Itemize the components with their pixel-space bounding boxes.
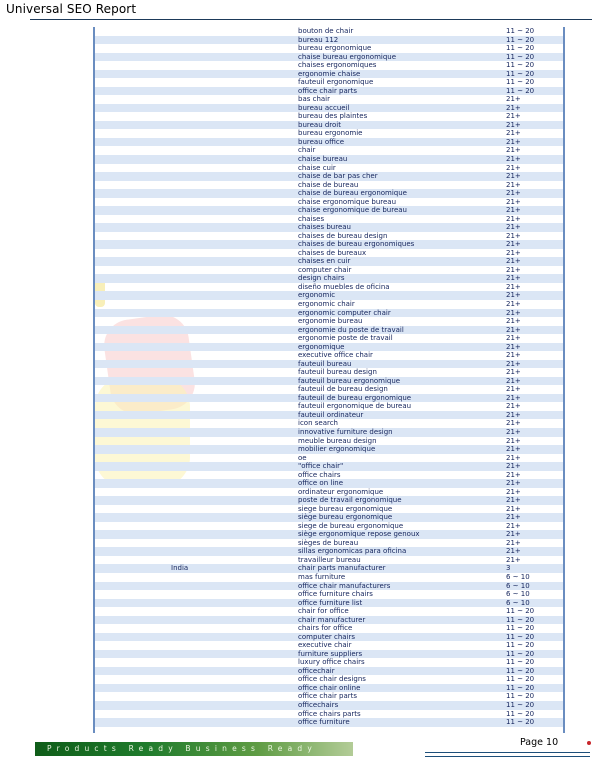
rank-cell: 21+ xyxy=(506,240,521,249)
table-row xyxy=(95,206,563,215)
rank-cell: 21+ xyxy=(506,274,521,283)
rank-cell: 21+ xyxy=(506,521,521,530)
rank-cell: 11 ~ 20 xyxy=(506,624,535,633)
table-row xyxy=(95,334,563,343)
rank-cell: 21+ xyxy=(506,137,521,146)
keyword-cell: executive chair xyxy=(298,641,352,650)
keyword-cell: office chairs xyxy=(298,470,341,479)
keyword-cell: ergonomic chair xyxy=(298,300,355,308)
keyword-cell: furniture suppliers xyxy=(298,649,363,658)
keyword-cell: luxury office chairs xyxy=(298,658,365,667)
keyword-cell: chaise de bureau ergonomique xyxy=(298,189,407,198)
rank-cell: 21+ xyxy=(506,351,521,360)
table-row xyxy=(95,411,563,420)
rank-cell: 21+ xyxy=(506,265,521,274)
table-row xyxy=(95,215,563,224)
table-row xyxy=(95,44,563,53)
table-row xyxy=(95,539,563,548)
keyword-ranking-table xyxy=(93,27,565,733)
keyword-cell: office chair manufacturers xyxy=(298,581,391,590)
table-row xyxy=(95,155,563,164)
rank-cell: 21+ xyxy=(506,436,521,445)
keyword-cell: chaise bureau xyxy=(298,154,348,163)
rank-cell: 21+ xyxy=(506,359,521,368)
report-title: Universal SEO Report xyxy=(6,2,137,16)
keyword-cell: mobilier ergonomique xyxy=(298,445,376,454)
table-row xyxy=(95,547,563,556)
keyword-cell: chaise bureau ergonomique xyxy=(298,52,397,61)
keyword-cell: office chairs parts xyxy=(298,709,361,718)
table-row xyxy=(95,701,563,710)
table-row xyxy=(95,437,563,446)
rank-cell: 11 ~ 20 xyxy=(506,683,535,692)
rank-cell: 21+ xyxy=(506,547,521,556)
rank-cell: 11 ~ 20 xyxy=(506,607,535,616)
table-row xyxy=(95,419,563,428)
keyword-cell: siège bureau ergonomique xyxy=(298,513,393,522)
rank-cell: 21+ xyxy=(506,112,521,121)
table-row xyxy=(95,138,563,147)
table-row xyxy=(95,300,563,309)
table-row xyxy=(95,710,563,719)
table-row xyxy=(95,36,563,45)
bullet-icon xyxy=(587,741,591,745)
keyword-cell: bouton de chair xyxy=(298,27,354,35)
table-row xyxy=(95,590,563,599)
keyword-cell: chaises bureau xyxy=(298,223,351,232)
rank-cell: 21+ xyxy=(506,410,521,419)
keyword-cell: fauteuil bureau xyxy=(298,359,352,368)
keyword-cell: poste de travail ergonomique xyxy=(298,496,402,505)
table-row xyxy=(95,317,563,326)
keyword-cell: meuble bureau design xyxy=(298,436,377,445)
keyword-cell: office chair parts xyxy=(298,86,358,95)
keyword-cell: siege de bureau ergonomique xyxy=(298,521,404,530)
header-divider xyxy=(30,19,592,20)
table-row xyxy=(95,360,563,369)
keyword-cell: chairs for office xyxy=(298,624,353,633)
table-body xyxy=(95,27,563,727)
keyword-cell: office chair online xyxy=(298,683,361,692)
rank-cell: 21+ xyxy=(506,120,521,129)
rank-cell: 21+ xyxy=(506,487,521,496)
rank-cell: 11 ~ 20 xyxy=(506,35,535,44)
rank-cell: 21+ xyxy=(506,317,521,326)
rank-cell: 11 ~ 20 xyxy=(506,632,535,641)
keyword-cell: fauteuil ergonomique de bureau xyxy=(298,402,412,411)
rank-cell: 21+ xyxy=(506,103,521,112)
keyword-cell: ergonomic xyxy=(298,291,336,300)
keyword-cell: diseño muebles de oficina xyxy=(298,282,390,291)
table-row xyxy=(95,198,563,207)
table-row xyxy=(95,257,563,266)
table-row xyxy=(95,633,563,642)
rank-cell: 6 ~ 10 xyxy=(506,581,530,590)
rank-cell: 21+ xyxy=(506,291,521,300)
rank-cell: 21+ xyxy=(506,308,521,317)
rank-cell: 21+ xyxy=(506,197,521,206)
keyword-cell: bureau ergonomique xyxy=(298,44,372,53)
footer-tagline: Products Ready Business Ready xyxy=(47,744,317,753)
keyword-cell: bureau des plaintes xyxy=(298,112,368,121)
rank-cell: 21+ xyxy=(506,325,521,334)
rank-cell: 11 ~ 20 xyxy=(506,86,535,95)
table-row xyxy=(95,53,563,62)
table-row xyxy=(95,377,563,386)
table-row xyxy=(95,445,563,454)
table-row xyxy=(95,607,563,616)
rank-cell: 21+ xyxy=(506,180,521,189)
keyword-cell: chaises de bureaux xyxy=(298,248,367,257)
rank-cell: 11 ~ 20 xyxy=(506,52,535,61)
rank-cell: 21+ xyxy=(506,214,521,223)
rank-cell: 21+ xyxy=(506,393,521,402)
keyword-cell: office on line xyxy=(298,479,344,488)
rank-cell: 21+ xyxy=(506,231,521,240)
keyword-cell: fauteuil de bureau design xyxy=(298,385,388,394)
rank-cell: 21+ xyxy=(506,445,521,454)
table-row xyxy=(95,27,563,36)
keyword-cell: bureau office xyxy=(298,137,345,146)
keyword-cell: mas furniture xyxy=(298,573,346,581)
keyword-cell: ordinateur ergonomique xyxy=(298,487,384,496)
keyword-cell: officechairs xyxy=(298,700,339,709)
rank-cell: 21+ xyxy=(506,419,521,428)
table-row xyxy=(95,530,563,539)
table-row xyxy=(95,496,563,505)
keyword-cell: officechair xyxy=(298,666,335,675)
keyword-cell: ergonomie du poste de travail xyxy=(298,325,404,334)
table-row xyxy=(95,368,563,377)
table-row xyxy=(95,658,563,667)
keyword-cell: ergonomie poste de travail xyxy=(298,334,393,343)
keyword-cell: oe xyxy=(298,453,307,462)
table-row xyxy=(95,70,563,79)
keyword-cell: computer chairs xyxy=(298,632,356,641)
keyword-cell: design chairs xyxy=(298,274,345,283)
table-row xyxy=(95,573,563,582)
table-row xyxy=(95,718,563,727)
table-row xyxy=(95,146,563,155)
keyword-cell: fauteuil bureau ergonomique xyxy=(298,376,401,385)
keyword-cell: chair xyxy=(298,146,316,155)
table-row xyxy=(95,650,563,659)
keyword-cell: chaise cuir xyxy=(298,163,336,172)
rank-cell: 11 ~ 20 xyxy=(506,666,535,675)
rank-cell: 21+ xyxy=(506,95,521,104)
table-row xyxy=(95,582,563,591)
keyword-cell: siège ergonomique repose genoux xyxy=(298,530,420,539)
rank-cell: 11 ~ 20 xyxy=(506,61,535,70)
rank-cell: 21+ xyxy=(506,223,521,232)
keyword-cell: chaises xyxy=(298,214,325,223)
keyword-cell: fauteuil ordinateur xyxy=(298,410,364,419)
table-row xyxy=(95,249,563,258)
country-cell: India xyxy=(171,564,189,573)
table-row xyxy=(95,343,563,352)
keyword-cell: fauteuil bureau design xyxy=(298,368,377,377)
table-row xyxy=(95,624,563,633)
keyword-cell: office chair parts xyxy=(298,692,358,701)
keyword-cell: chaises ergonomiques xyxy=(298,61,377,70)
rank-cell: 21+ xyxy=(506,427,521,436)
rank-cell: 6 ~ 10 xyxy=(506,598,530,607)
table-row xyxy=(95,513,563,522)
rank-cell: 21+ xyxy=(506,530,521,539)
keyword-cell: fauteuil ergonomique xyxy=(298,78,374,87)
table-row xyxy=(95,385,563,394)
rank-cell: 21+ xyxy=(506,172,521,181)
rank-cell: 21+ xyxy=(506,129,521,138)
table-row xyxy=(95,266,563,275)
table-row xyxy=(95,326,563,335)
table-row xyxy=(95,291,563,300)
table-row xyxy=(95,61,563,70)
rank-cell: 21+ xyxy=(506,538,521,547)
keyword-cell: chaise de bureau xyxy=(298,180,359,189)
keyword-cell: bureau droit xyxy=(298,120,342,129)
table-row xyxy=(95,78,563,87)
rank-cell: 21+ xyxy=(506,189,521,198)
keyword-cell: sillas ergonomicas para oficina xyxy=(298,547,407,556)
keyword-cell: ergonomie bureau xyxy=(298,317,363,326)
keyword-cell: siege bureau ergonomique xyxy=(298,504,393,513)
table-row xyxy=(95,616,563,625)
table-row xyxy=(95,240,563,249)
table-row xyxy=(95,232,563,241)
rank-cell: 11 ~ 20 xyxy=(506,692,535,701)
table-row xyxy=(95,505,563,514)
keyword-cell: ergonomique xyxy=(298,342,345,351)
keyword-cell: chaises en cuir xyxy=(298,257,351,266)
rank-cell: 11 ~ 20 xyxy=(506,44,535,53)
table-row xyxy=(95,556,563,565)
rank-cell: 21+ xyxy=(506,300,521,308)
table-row xyxy=(95,675,563,684)
table-row xyxy=(95,104,563,113)
table-row xyxy=(95,309,563,318)
rank-cell: 21+ xyxy=(506,453,521,462)
table-row xyxy=(95,394,563,403)
page-number: Page 10 xyxy=(520,737,559,748)
keyword-cell: travailleur bureau xyxy=(298,555,361,564)
rank-cell: 6 ~ 10 xyxy=(506,590,530,599)
keyword-cell: bureau 112 xyxy=(298,35,339,44)
rank-cell: 21+ xyxy=(506,513,521,522)
keyword-cell: office chair designs xyxy=(298,675,366,684)
rank-cell: 21+ xyxy=(506,257,521,266)
table-row xyxy=(95,164,563,173)
table-row xyxy=(95,522,563,531)
table-row xyxy=(95,692,563,701)
rank-cell: 21+ xyxy=(506,479,521,488)
table-row xyxy=(95,274,563,283)
keyword-cell: chair manufacturer xyxy=(298,615,366,624)
rank-cell: 11 ~ 20 xyxy=(506,649,535,658)
keyword-cell: chaise ergonomique bureau xyxy=(298,197,397,206)
table-row xyxy=(95,172,563,181)
keyword-cell: chaise ergonomique de bureau xyxy=(298,206,407,215)
table-row xyxy=(95,564,563,573)
table-row xyxy=(95,112,563,121)
rank-cell: 11 ~ 20 xyxy=(506,658,535,667)
table-row xyxy=(95,181,563,190)
rank-cell: 21+ xyxy=(506,342,521,351)
table-row xyxy=(95,471,563,480)
rank-cell: 21+ xyxy=(506,376,521,385)
table-row xyxy=(95,189,563,198)
keyword-cell: chaises de bureau ergonomiques xyxy=(298,240,415,249)
keyword-cell: executive office chair xyxy=(298,351,373,360)
keyword-cell: office furniture list xyxy=(298,598,363,607)
table-row xyxy=(95,402,563,411)
table-row xyxy=(95,667,563,676)
keyword-cell: fauteuil de bureau ergonomique xyxy=(298,393,412,402)
keyword-cell: ergonomie chaise xyxy=(298,69,361,78)
keyword-cell: bureau accueil xyxy=(298,103,350,112)
table-row xyxy=(95,428,563,437)
keyword-cell: ergonomic computer chair xyxy=(298,308,391,317)
keyword-cell: chair for office xyxy=(298,607,349,616)
table-row xyxy=(95,129,563,138)
rank-cell: 21+ xyxy=(506,470,521,479)
keyword-cell: computer chair xyxy=(298,265,352,274)
keyword-cell: icon search xyxy=(298,419,338,428)
rank-cell: 11 ~ 20 xyxy=(506,78,535,87)
rank-cell: 21+ xyxy=(506,555,521,564)
table-row xyxy=(95,479,563,488)
table-row xyxy=(95,283,563,292)
rank-cell: 11 ~ 20 xyxy=(506,718,535,727)
table-row xyxy=(95,462,563,471)
keyword-cell: chair parts manufacturer xyxy=(298,564,386,573)
keyword-cell: bas chair xyxy=(298,95,331,104)
rank-cell: 21+ xyxy=(506,496,521,505)
table-row xyxy=(95,95,563,104)
rank-cell: 21+ xyxy=(506,206,521,215)
rank-cell: 21+ xyxy=(506,402,521,411)
table-row xyxy=(95,641,563,650)
footer-rule xyxy=(425,752,590,760)
rank-cell: 21+ xyxy=(506,248,521,257)
table-row xyxy=(95,223,563,232)
rank-cell: 11 ~ 20 xyxy=(506,700,535,709)
rank-cell: 6 ~ 10 xyxy=(506,573,530,581)
keyword-cell: chaise de bar pas cher xyxy=(298,172,378,181)
table-row xyxy=(95,684,563,693)
table-row xyxy=(95,488,563,497)
rank-cell: 11 ~ 20 xyxy=(506,641,535,650)
table-row xyxy=(95,351,563,360)
rank-cell: 11 ~ 20 xyxy=(506,69,535,78)
rank-cell: 3 xyxy=(506,564,511,573)
rank-cell: 21+ xyxy=(506,282,521,291)
table-row xyxy=(95,454,563,463)
table-row xyxy=(95,599,563,608)
rank-cell: 21+ xyxy=(506,154,521,163)
rank-cell: 11 ~ 20 xyxy=(506,27,535,35)
rank-cell: 21+ xyxy=(506,385,521,394)
rank-cell: 21+ xyxy=(506,504,521,513)
rank-cell: 11 ~ 20 xyxy=(506,615,535,624)
table-row xyxy=(95,87,563,96)
keyword-cell: "office chair" xyxy=(298,462,344,471)
table-row xyxy=(95,121,563,130)
rank-cell: 21+ xyxy=(506,146,521,155)
rank-cell: 21+ xyxy=(506,334,521,343)
keyword-cell: chaises de bureau design xyxy=(298,231,388,240)
rank-cell: 21+ xyxy=(506,368,521,377)
rank-cell: 21+ xyxy=(506,462,521,471)
keyword-cell: innovative furniture design xyxy=(298,427,393,436)
keyword-cell: sièges de bureau xyxy=(298,538,359,547)
rank-cell: 21+ xyxy=(506,163,521,172)
keyword-cell: office furniture chairs xyxy=(298,590,373,599)
keyword-cell: office furniture xyxy=(298,718,350,727)
keyword-cell: bureau ergonomie xyxy=(298,129,363,138)
rank-cell: 11 ~ 20 xyxy=(506,675,535,684)
rank-cell: 11 ~ 20 xyxy=(506,709,535,718)
